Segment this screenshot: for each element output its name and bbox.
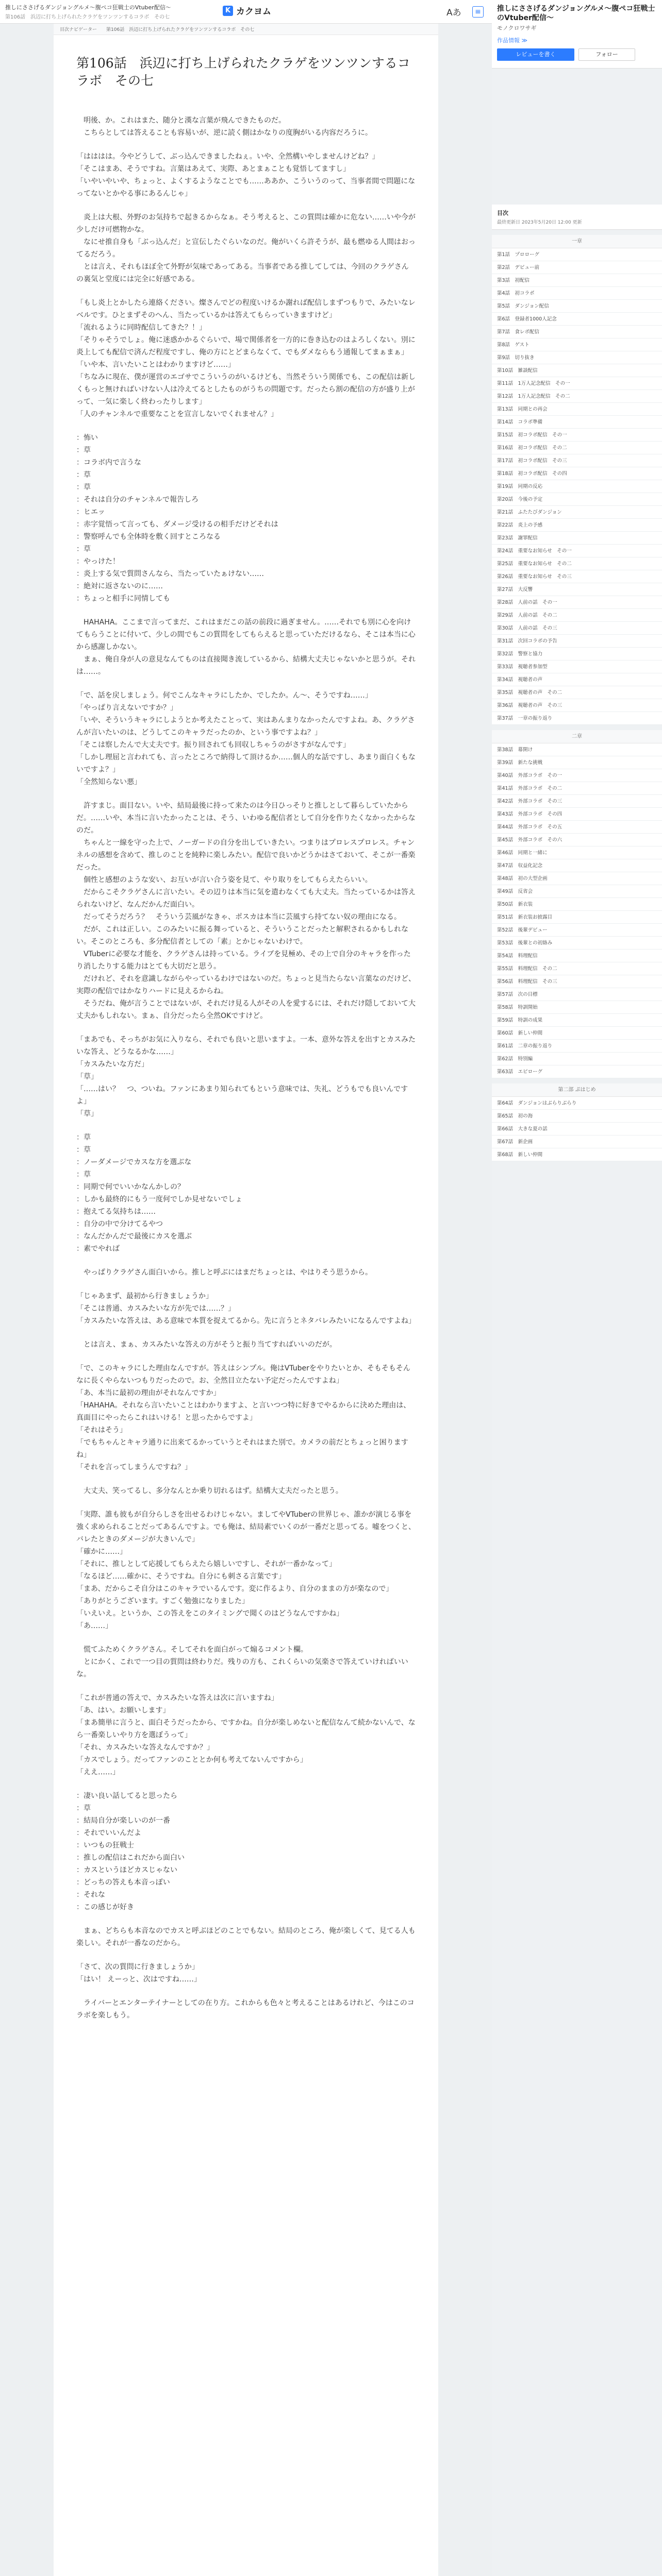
toc-episode-link[interactable]: 第4話 初コラボ <box>492 287 662 300</box>
toc-episode-link[interactable]: 第16話 初コラボ配信 その二 <box>492 442 662 454</box>
toc-section <box>492 1083 662 1161</box>
logo-text: カクヨム <box>236 7 271 17</box>
toc-episode-link[interactable]: 第50話 新衣装 <box>492 898 662 911</box>
toc-episode-link[interactable]: 第29話 人前の話 その二 <box>492 609 662 622</box>
toc-episode-link[interactable]: 第25話 重要なお知らせ その二 <box>492 557 662 570</box>
paragraph: 「まあでも、そっちがお気に入りなら、それでも良いと思いますよ。一本、意外な答えを出すとカスみたいな答え、どうなるかな……」 「カスみたいな方だ」 「草」 「……はい？ つ、ついね。ファンにあまり知られてもという意味では、失礼、どうもでも良いんですよ」 「草」 <box>76 1036 416 1118</box>
font-settings-button[interactable]: Aあ <box>446 8 461 18</box>
paragraph: 「じゃあまず、最初から行きましょうか」 「そこは普通、カスみたいな方が先では……？」 「カスみたいな答えは、ある意味で本質を捉えてるから。先に言うとネタバレみたいになるんですよね」 <box>76 1292 416 1325</box>
toc-episode-link[interactable]: 第56話 料理配信 その三 <box>492 975 662 988</box>
main-area <box>0 24 492 2576</box>
toc-episode-link[interactable]: 第3話 初配信 <box>492 274 662 287</box>
toc-episode-link[interactable]: 第35話 視聴者の声 その二 <box>492 686 662 699</box>
toc-episode-link[interactable]: 第32話 警察と協力 <box>492 648 662 660</box>
paragraph: 炎上は大根、外野のお気持ちで起きるからなぁ。そう考えると、この質問は確かに危ない……いや今が少しだけ可燃物かな。 なにせ推自身も「ぶっ込んだ」と宣伝したぐらいなのだ。俺がいくら許そうが、最も燃ゆる人間はおってるだろう。 とは言え、それもほぼ全て外野が気味であってある。当事者である推してしては、今回のクラゲさんの裏気と堂度には完全に好感である。 <box>76 213 416 283</box>
menu-icon[interactable]: ≡ <box>472 6 484 18</box>
paragraph: 「で、話を戻しましょう。何でこんなキャラにしたか、でしたか。ん～、そうですね……」 「やっぱり言えないですか？」 「いや、そういうキャラにしようとか考えたことって、実はあんまりなかったんですよね。あ、クラゲさんが言いたいのは、どうしてこのキャラだったのか、という事ですよね？」 「そこは察したんで大丈夫です。振り回されても回収しちゃうのがさすがなんです」 「しかし理屈と言われても、言ったところで納得して頂けるか……個人的な話ですし、あまり面白くもないですよ？」 「全然知らない悪」 <box>76 691 416 786</box>
work-title[interactable]: 推しにささげるダンジョングルメ～腹ペコ狂戦士のVtuber配信～ <box>5 4 171 11</box>
paragraph: ：怖い ：草 ：コラボ内で言うな ：草 ：草 ：それは自分のチャンネルで報告しろ ：ヒエッ ：赤字覚悟って言っても、ダメージ受けるの相手だけどそれは ：警察呼んでも全体時を敷く回すところなる ：草 ：やっけた！ ：炎上する気で質問さんなら、当たっていたぁけない…… ：絶対に返さないのに…… ：ちょっと相手に同情しても <box>76 434 278 603</box>
toc-section <box>492 235 662 725</box>
sidebar-work-title[interactable]: 推しにささげるダンジョングルメ～腹ペコ狂戦士のVtuber配信～ <box>497 5 655 22</box>
toc-episode-link[interactable]: 第45話 外部コラボ その六 <box>492 834 662 846</box>
paragraph: ：凄い良い話してると思ったら ：草 ：結局自分が楽しいのが一番 ：それでいいんだよ ：いつもの狂戦士 ：推しの配信はこれだから面白い ：カスというほどカスじゃない ：どっちの答えも本音っぽい ：それな ：この感じが好き <box>76 1792 185 1911</box>
episode-title: 第106話 浜辺に打ち上げられたクラゲをツンツンするコラボ その七 <box>76 56 410 88</box>
paragraph: ：草 ：草 ：ノーダメージでカスな方を選ぶな ：草 ：同期で何でいいかなんかしの？ ：しかも最終的にもう一度何でしか見せないでしょ ：抱えてる気持ちは…… ：自分の中で分けてるやつ ：なんだかんだで最後にカスを選ぶ ：素でやれば <box>76 1133 242 1253</box>
paragraph: 「これが普通の答えで、カスみたいな答えは次に言いますね」 「あ、はい。お願いします」 「まあ簡単に言うと、面白そうだったから、ですかね。自分が楽しめないと配信なんて続かないんで、なら一番楽しいやり方を選ぼうって」 「それ、カスみたいな答えなんですか？」 「カスでしょう。だってファンのこととか何も考えてないんですから」 「ええ……」 <box>76 1694 416 1776</box>
toc-episode-link[interactable]: 第14話 コラボ準備 <box>492 416 662 429</box>
episode-body <box>76 114 416 2022</box>
toc-episode-link[interactable]: 第49話 反省会 <box>492 885 662 898</box>
paragraph: 慌てふためくクラゲさん。そしてそれを面白がって煽るコメント欄。 とにかく、これで一つ目の質問は終わりだ。残りの方も、これくらいの気楽さで答えていければいいな。 <box>76 1646 408 1679</box>
toc-episode-link[interactable]: 第28話 人前の話 その一 <box>492 596 662 609</box>
toc-episode-link[interactable]: 第65話 初の海 <box>492 1110 662 1123</box>
breadcrumb-episode: 第106話 浜辺に打ち上げられたクラゲをツンツンするコラボ その七 <box>106 27 255 32</box>
top-bar <box>0 0 492 24</box>
toc-episode-link[interactable]: 第63話 エピローグ <box>492 1065 662 1078</box>
toc-episode-link[interactable]: 第10話 雑談配信 <box>492 364 662 377</box>
toc-episode-link[interactable]: 第60話 新しい仲間 <box>492 1027 662 1040</box>
toc-episode-link[interactable]: 第18話 初コラボ配信 その四 <box>492 467 662 480</box>
toc-episode-link[interactable]: 第54話 料理配信 <box>492 950 662 962</box>
toc-episode-link[interactable]: 第41話 外部コラボ その二 <box>492 782 662 795</box>
review-button[interactable]: レビューを書く <box>497 48 574 61</box>
article <box>54 24 438 2576</box>
episode-title-small: 第106話 浜辺に打ち上げられたクラゲをツンツンするコラボ その七 <box>5 14 170 20</box>
toc-episode-link[interactable]: 第47話 収益化記念 <box>492 859 662 872</box>
author-name[interactable]: モノクロワサギ <box>497 25 537 31</box>
toc-section <box>492 730 662 1078</box>
toc-episode-link[interactable]: 第67話 新企画 <box>492 1136 662 1148</box>
toc-episode-link[interactable]: 第6話 登録者1000人記念 <box>492 313 662 326</box>
paragraph: 明後、か。これはまた、随分と漢な言葉が飛んできたものだ。 こちらとしては答えることも容易いが、逆に読く側はかなりの度胸がいる内容だろうに。 <box>83 116 372 137</box>
toc-episode-link[interactable]: 第62話 特別編 <box>492 1053 662 1065</box>
toc-episode-link[interactable]: 第12話 1万人記念配信 その二 <box>492 390 662 403</box>
toc-episode-link[interactable]: 第40話 外部コラボ その一 <box>492 769 662 782</box>
toc-episode-link[interactable]: 第5話 ダンジョン配信 <box>492 300 662 313</box>
toc-sections <box>492 235 662 1161</box>
toc-episode-link[interactable]: 第24話 重要なお知らせ その一 <box>492 545 662 557</box>
toc-episode-link[interactable]: 第22話 炎上の予感 <box>492 519 662 532</box>
toc-episode-link[interactable]: 第36話 視聴者の声 その三 <box>492 699 662 712</box>
site-logo[interactable] <box>223 4 271 17</box>
toc-episode-link[interactable]: 第9話 切り抜き <box>492 351 662 364</box>
toc-episode-link[interactable]: 第43話 外部コラボ その四 <box>492 808 662 821</box>
toc-episode-link[interactable]: 第66話 大きな夏の話 <box>492 1123 662 1136</box>
toc-episode-link[interactable]: 第15話 初コラボ配信 その一 <box>492 429 662 442</box>
last-updated: 最終更新日 2023年5月20日 12:00 更新 <box>497 220 582 225</box>
toc-episode-link[interactable]: 第11話 1万人記念配信 その一 <box>492 377 662 390</box>
toc-episode-link[interactable]: 第51話 新衣装お披露目 <box>492 911 662 924</box>
paragraph: 「もし炎上とかしたら連絡ください。燦さんでどの程度いけるか謝れば配信しまずつもりで、みたいなレベルです。ひとまずそのへん、当たっているかは答えてもらっていきますけど」 「流れるように同時配信してきた？！」 「そりゃそうでしょ。俺に迷惑かかるぐらいで、場で関係者を一方的に巻き込むのはよろしくない。別に炎上しても配信で済んだ程度ですし、俺の方にとどまらなくて、でもダメならもう通報してまぁまぁ」 「いや本、言いたいことはわかりますけど……」 「ちなみに現在、僕が運営のエゴサでこういうのがいるけども、当然そういう関係でも、この配信は新しくもっと無ければいけない人は冷えてるとしたものがうちの問題です。だったら割の配信の方が盛り上がって、一気に楽しく終わったりします」 「人のチャンネルで重要なことを宣言しないでくれません？」 <box>76 299 416 418</box>
toc-episode-link[interactable]: 第53話 後輩との初絡み <box>492 937 662 950</box>
toc-episode-link[interactable]: 第64話 ダンジョンはぶらりぶらり <box>492 1097 662 1110</box>
toc-episode-link[interactable]: 第1話 プロローグ <box>492 248 662 261</box>
toc-episode-link[interactable]: 第8話 ゲスト <box>492 338 662 351</box>
toc-episode-link[interactable]: 第2話 デビュー前 <box>492 261 662 274</box>
toc-label: 目次 <box>497 210 508 216</box>
logo-icon: K <box>223 6 233 16</box>
work-header <box>492 0 662 69</box>
paragraph: 大丈夫、笑ってるし、多分なんとか乗り切れるはず。結構大丈夫だったと思う。 <box>76 1487 343 1495</box>
follow-button[interactable]: フォロー <box>578 48 635 61</box>
toc-section-heading[interactable]: 一章 <box>492 235 662 248</box>
paragraph: やっぱりクラゲさん面白いから。推しと呼ぶにはまだちょっとは、やはりそう思うから。 <box>76 1268 372 1277</box>
toc-episode-link[interactable]: 第61話 二章の振り返り <box>492 1040 662 1053</box>
paragraph: 「実際、誰も彼もが自分らしさを出せるわけじゃない。ましてやVTuberの世界じゃ、誰かが演じる事を強く求められることだってあるんですよ。でも俺は、結局素でいくのが一番だと思ってる。嘘をつくと、バレたときのダメージが大きいんで」 「確かに……」 「それに、推しとして応援してもらえたら嬉しいですし、それが一番かなって」 「なるほど……確かに、そうですね。自分にも刺さる言葉です」 「まあ、だからこそ自分はこのキャラでいるんです。変に作るより、自分のままの方が楽なので」 「ありがとうございます。すごく勉強になりました」 「いえいえ。というか、この答えをこのタイミングで聞くのはどうなんですかね」 「あ……」 <box>76 1511 416 1630</box>
toc-episode-link[interactable]: 第31話 次回コラボの予告 <box>492 635 662 648</box>
breadcrumb <box>54 24 438 35</box>
toc-episode-link[interactable]: 第59話 特訓の成果 <box>492 1014 662 1027</box>
toc-episode-link[interactable]: 第7話 食レポ配信 <box>492 326 662 338</box>
toc-episode-link[interactable]: 第52話 後輩デビュー <box>492 924 662 937</box>
toc-section-heading[interactable]: 第二部 ぷはじめ <box>492 1083 662 1097</box>
paragraph: とは言え、まぁ、カスみたいな答えの方がそうと振り当てすればいいのだが。 <box>76 1341 337 1349</box>
toc-episode-link[interactable]: 第19話 同期の反応 <box>492 480 662 493</box>
toc-episode-link[interactable]: 第26話 重要なお知らせ その三 <box>492 570 662 583</box>
toc-episode-link[interactable]: 第68話 新しい仲間 <box>492 1148 662 1161</box>
toc-episode-link[interactable]: 第30話 人前の話 その三 <box>492 622 662 635</box>
work-info-link[interactable]: 作品情報 ≫ <box>497 37 528 44</box>
toc-episode-link[interactable]: 第27話 大反響 <box>492 583 662 596</box>
toc-episode-link[interactable]: 第46話 同期と一緒に <box>492 846 662 859</box>
toc-episode-link[interactable]: 第55話 料理配信 その二 <box>492 962 662 975</box>
paragraph: 「さて、次の質問に行きましょうか」 「はい！ えーっと、次はですね……」 <box>76 1963 201 1984</box>
paragraph: HAHAHA。ここまで言ってまだ、これはまだこの話の前段に過ぎません。……それでも別に心を向けてもらうことに付いて、少しの間でもこの質問をしてもらえると思っていただけるなら、そこは本当に心から感謝しかない。 まぁ、俺自身が人の意見なんてものは直接聞き流しているから、結構大丈夫じゃないかと思うが。それは……。 <box>76 618 416 676</box>
toc-episode-link[interactable]: 第57話 次の目標 <box>492 988 662 1001</box>
toc-section-heading[interactable]: 二章 <box>492 730 662 743</box>
paragraph: 「はははは。今やどうして、ぶっ込んできましたねぇ。いや、全然構いやしませんけどね？」 「そこはまあ、そうですね。言葉はあえて、実際、あとまぁことも覚悟してますし」 「いやいやいや、ちょっと、よくするようなことでも……ああか、こういうのって、当事者間で問題になってないとかやる事にあるんじゃ」 <box>76 152 416 198</box>
toc-episode-link[interactable]: 第38話 幕開け <box>492 743 662 756</box>
paragraph: まぁ、どちらも本音なのでカスと呼ぶほどのことでもない。結局のところ、俺が楽しくて、見てる人も楽しい。それが一番なのだから。 <box>76 1927 416 1947</box>
toc-episode-link[interactable]: 第44話 外部コラボ その五 <box>492 821 662 834</box>
paragraph: 許すまじ。面目ない。いや、結局最後に持って来たのは今日ひっそりと推しとして暮らしていたからだ。……いや、本当に言いたかったことは、そう、いわゆる配信者として自分を作りたくなかったからなのだ。 ちゃんと一線を守った上で、ノーガードの自分を出していきたい。つまりはプロレスプロレス。チャンネルの感想を含めて、推しのことを純粋に楽しみたい。配信で良いかどうかはさておいて、そこが一番楽だった。 個性と感想のような安い、お互いが言い合う姿を見て、やり取りをしてもらえたらいい。 だからこそクラゲさんに言いたい。その辺りは本当に気を遣わなくても大丈夫。当たっているかは答えられないけど、なんだかんだ面白い。 だってそうだろう？ そういう芸風がなきゃ、ポスカは本当に芸風すら持てない奴の理由になる。 だが、これは正しい。このみたいに振る舞っていると、そういうことだったと解釈されるかもしれない。そこのところも、多分配信者としての「素」とかじゃないわけで。 VTuberに必要な才能を、クラゲさんは持っている。ライブを見極め、その上で自分のキャラを作ったり消したりする能力はとても大切だと思う。 だけれど、それを意識しながらやっているわけではないのだ。ちょっと見当たらない言葉なのだけど、実際の配信ではかなりハードに見えるからね。 そうだね、俺が言うことではないが、それだけ見る人がその人を愛するには、それだけ隠しておいて大丈夫かもしれない。まぁ、自分だったら全然OKですけど。 <box>76 802 416 1020</box>
toc-episode-link[interactable]: 第34話 視聴者の声 <box>492 673 662 686</box>
toc-episode-link[interactable]: 第42話 外部コラボ その三 <box>492 795 662 808</box>
toc-episode-link[interactable]: 第48話 初の大型企画 <box>492 872 662 885</box>
breadcrumb-toc[interactable]: 目次ナビゲーター <box>60 27 97 32</box>
toc-episode-link[interactable]: 第23話 謝罪配信 <box>492 532 662 545</box>
sidebar <box>492 0 662 2576</box>
toc-episode-link[interactable]: 第33話 視聴者参加型 <box>492 660 662 673</box>
toc-episode-link[interactable]: 第13話 同期との再会 <box>492 403 662 416</box>
toc-episode-link[interactable]: 第17話 初コラボ配信 その三 <box>492 454 662 467</box>
toc-episode-link[interactable]: 第39話 新たな挑戦 <box>492 756 662 769</box>
toc-info <box>492 205 662 230</box>
toc-episode-link[interactable]: 第37話 一章の振り返り <box>492 712 662 725</box>
toc-episode-link[interactable]: 第21話 ふたたびダンジョン <box>492 506 662 519</box>
toc-episode-link[interactable]: 第58話 特訓開始 <box>492 1001 662 1014</box>
toc-episode-link[interactable]: 第20話 今後の予定 <box>492 493 662 506</box>
paragraph: 「で、このキャラにした理由なんですが。答えはシンプル。俺はVTuberをやりたいとか、そもそもそんなに長くやらないつもりだったので。お、全然目立たない予定だったんですよね」 「あ、本当に最初の理由がそれなんですか」 「HAHAHA。それなら言いたいことはわかりますよ、と言いつつ特に好きでやるからに決めた理由は、真面目にやったらこれはいける！と思ったからですよ」 「それはそう」 「でもちゃんとキャラ通りに出来てるかっていうとそれはまた別で。カメラの前だとちょっと困りますね」 「それを言ってしまうんですね？」 <box>76 1364 411 1471</box>
paragraph: ライバーとエンターテイナーとしての在り方。これからも色々と考えることはあるけれど、今はこのコラボを楽しもう。 <box>76 1999 415 2020</box>
